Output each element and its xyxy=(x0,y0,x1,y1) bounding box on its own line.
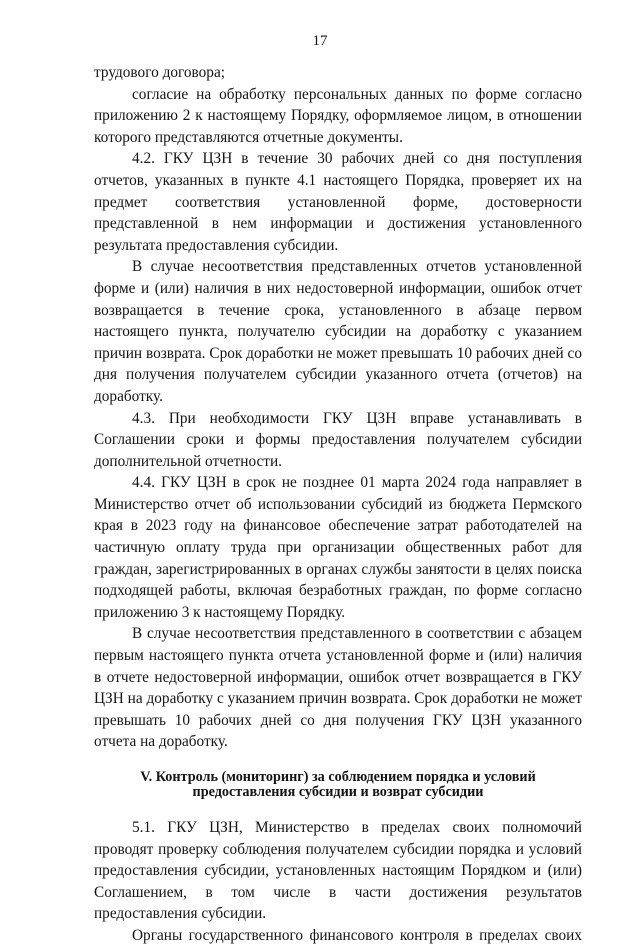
section-heading xyxy=(94,770,582,800)
paragraph: В случае несоответствия представленного в соответствии с абзацем первым настоящего пункта отчета установленной форме и (или) наличия в отчете недостоверной информации, ошибок отчет возвращается в ГКУ ЦЗН на доработку с указанием причин возврата. Срок доработки не может превышать 10 рабочих дней со дня получения ГКУ ЦЗН указанного отчета на доработку. xyxy=(94,625,582,751)
paragraph: согласие на обработку персональных данных по форме согласно приложению 2 к настоящему Порядку, оформляемое лицом, в отношении которого представляются отчетные документы. xyxy=(94,85,582,146)
paragraph: 4.4. ГКУ ЦЗН в срок не позднее 01 марта 2024 года направляет в Министерство отчет об использовании субсидий из бюджета Пермского края в 2023 году на финансовое обеспечение затрат работодателей на частичную оплату труда при организации общественных работ для граждан, зарегистрированных в органах службы занятости в целях поиска подходящей работы, включая безработных граждан, по форме согласно приложению 3 к настоящему Порядку. xyxy=(94,474,582,621)
paragraph: 4.2. ГКУ ЦЗН в течение 30 рабочих дней со дня поступления отчетов, указанных в пункте 4.1 настоящего Порядка, проверяет их на предмет соответствия установленной форме, достоверности представленной в нем информации и достижения установленного результата предоставления субсидии. xyxy=(94,150,582,254)
document-body xyxy=(94,62,582,947)
paragraph: 5.1. ГКУ ЦЗН, Министерство в пределах своих полномочий проводят проверку соблюдения получателем субсидии порядка и условий предоставления субсидии, установленных настоящим Порядком и (или) Соглашением, в том числе в части достижения результатов предоставления субсидии. xyxy=(94,819,582,923)
page-number: 17 xyxy=(312,33,328,49)
paragraph: 4.3. При необходимости ГКУ ЦЗН вправе устанавливать в Соглашении сроки и формы предоставления получателем субсидии дополнительной отчетности. xyxy=(94,409,582,470)
paragraph: В случае несоответствия представленных отчетов установленной форме и (или) наличия в них недостоверной информации, ошибок отчет возвращается в течение срока, установленного в абзаце первом настоящего пункта, получателю субсидии на доработку с указанием причин возврата. Срок доработки не может превышать 10 рабочих дней со дня получения получателем субсидии указанного отчета (отчетов) на доработку. xyxy=(94,258,582,405)
paragraph: Органы государственного финансового контроля в пределах своих xyxy=(132,926,582,944)
paragraph: трудового договора; xyxy=(94,64,225,81)
section-heading-line: предоставления субсидии и возврат субсидии xyxy=(192,784,484,800)
section-heading-line: V. Контроль (мониторинг) за соблюдением порядка и условий xyxy=(140,769,536,785)
